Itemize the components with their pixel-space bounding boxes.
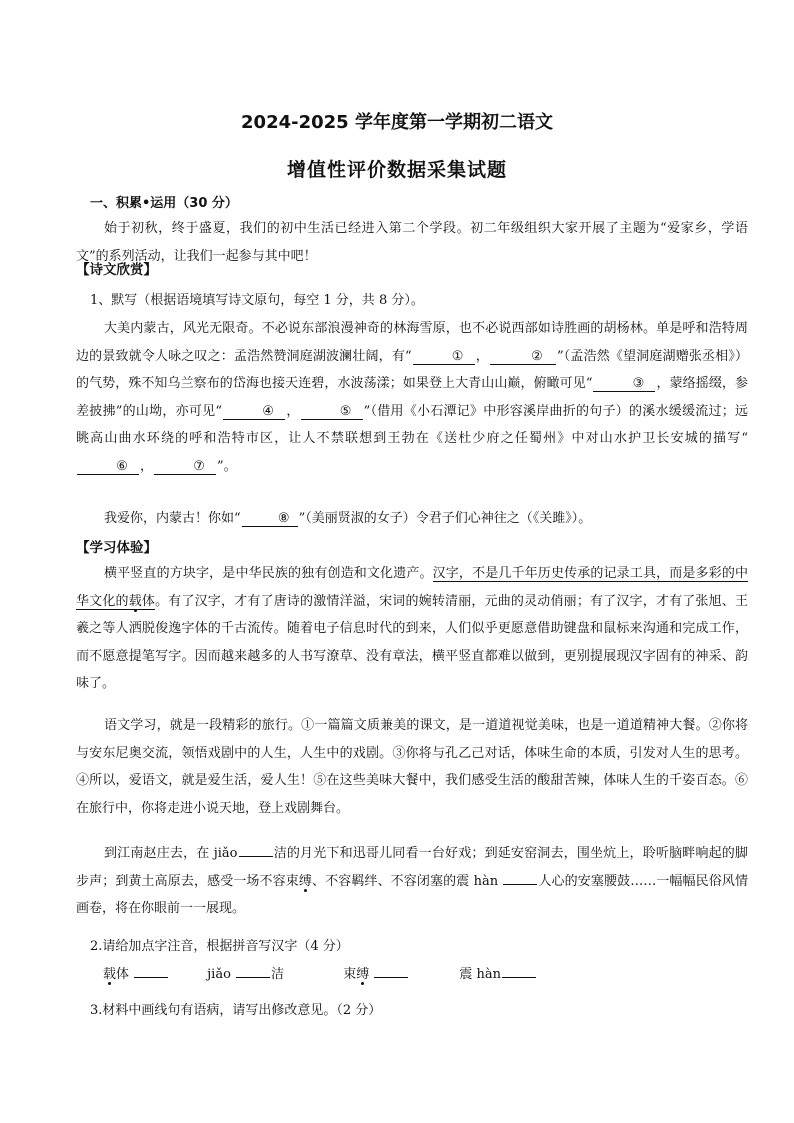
heading-poem: 【诗文欣赏】 [76,262,157,278]
blank-8[interactable]: ⑧ [242,511,298,527]
p5-text-c: 、不容羁绊、不容闭塞的震 hàn [312,873,503,889]
answer-zaiti[interactable] [134,977,168,978]
underlined-sentence: 汉字，不是几千年历史传承的记录工具，而是多彩的中华文化的载体 [76,566,748,609]
exam-title-line2: 增值性评价数据采集试题 [286,159,507,181]
p2-text-a: 我爱你，内蒙古！你如“ [104,511,241,526]
p1-text-g: ， [140,458,154,474]
blank-5[interactable]: ⑤ [301,404,363,420]
paragraph-guanju [76,505,748,533]
p3-text-b: 。有了汉字，才有了唐诗的激情洋溢，宋词的婉转清丽，元曲的灵动俏丽；有了汉字，才有了张旭、王羲之等人洒脱俊逸字体的千古流传。随着电子信息时代的到来，人们似乎更愿意借助键盘和鼠标来沟通和完成工作，而不愿意提笔写字。因而越来越多的人书写潦草、没有章法，横平竖直都难以做到，更别提展现汉字固有的神采、韵味了。 [76,593,748,691]
blank-1[interactable]: ① [413,349,475,365]
q2-title: 2.请给加点字注音，根据拼音写汉字（4 分） [90,939,349,954]
dotted-char-fu: 缚 [298,873,313,889]
q2-item-zhenhan: 震 hàn [459,963,537,987]
answer-zhenhan[interactable] [502,977,536,978]
p1-text-f: ”（借用《小石潭记》中形容溪岸曲折的句子）的溪水缓缓流过；远眺高山曲水环绕的呼和浩特市区，让人不禁联想到王勃在《送杜少府之任蜀州》中对山水护卫长安城的描写“ [76,403,748,446]
q1-title: 1、默写（根据语境填写诗文原句，每空 1 分，共 8 分）。 [90,293,424,308]
dotted-char-zai: 载 [128,593,142,609]
blank-4[interactable]: ④ [223,404,285,420]
p2-text-b: ”（美丽贤淑的女子）令君子们心神往之（《关雎》）。 [298,511,592,526]
blank-6[interactable]: ⑥ [77,459,139,475]
p1-text-a: 大美内蒙古，风光无限奇。不必说东部浪漫神奇的林海雪原，也不必说西部如诗胜画的胡杨林。单是呼和浩特周边的景致就令人咏之叹之：孟浩然赞洞庭湖波澜壮阔，有“ [76,321,748,364]
answer-jiaojie[interactable] [236,977,270,978]
paragraph-dictation [76,315,748,480]
q2-answer-row [103,963,537,987]
q2-item-shufu: 束缚 [343,963,455,987]
intro-paragraph: 始于初秋，终于盛夏，我们的初中生活已经进入第二个学段。初二年级组织大家开展了主题为“爱家乡，学语文”的系列活动，让我们一起参与其中吧！ [76,221,748,264]
answer-shufu[interactable] [374,977,408,978]
p1-text-h: ”。 [217,458,237,474]
blank-3[interactable]: ③ [593,376,655,392]
exam-title-line1: 2024-2025 学年度第一学期初二语文 [241,112,553,133]
p1-text-c: ”（孟浩然《望洞庭湖赠张丞相》）的气势，殊不知乌兰察布的岱海也接天连碧，水波荡漾；如果登上大青山山巅，俯瞰可见“ [76,348,748,391]
p1-text-e: ， [286,403,300,419]
p5-text-a: 到江南赵庄去，在 jiǎo [104,846,238,861]
blank-2[interactable]: ② [490,349,556,365]
heading-study: 【学习体验】 [76,540,157,556]
paragraph-hanzi [76,560,748,698]
p5-text-b: 洁的月光下和迅哥儿同看一台好戏；到延安窑洞去，围坐炕上，聆听脑畔响起的脚步声；到黄土高原去，感受一场不容束 [76,846,748,889]
paragraph-travel: 语文学习，就是一段精彩的旅行。①一篇篇文质兼美的课文，是一道道视觉美味，也是一道道精神大餐。②你将与安东尼奥交流，领悟戏剧中的人生，人生中的戏剧。③你将与孔乙己对话，体味生命的本质，引发对人生的思考。④所以，爱语文，就是爱生活，爱人生！⑤在这些美味大餐中，我们感受生活的酸甜苦辣，体味人生的千姿百态。⑥在旅行中，你将走进小说天地，登上戏剧舞台。 [76,718,748,816]
p1-text-b: ， [475,348,489,364]
blank-han[interactable] [503,884,537,885]
q3-title: 3.材料中画线句有语病，请写出修改意见。（2 分） [90,1003,382,1018]
q2-item-zaiti: 载体 [103,963,203,987]
paragraph-folk [76,840,748,923]
blank-7[interactable]: ⑦ [154,459,216,475]
p1-text-d: ，蒙络摇缀，参差披拂”的山坳，亦可见“ [76,376,748,419]
section-heading: 一、积累•运用（30 分） [90,196,238,211]
p5-text-d: 人心的安塞腰鼓……一幅幅民俗风情画卷，将在你眼前一一展现。 [76,873,748,916]
p3-text-a: 横平竖直的方块字，是中华民族的独有创造和文化遗产。 [104,566,433,581]
q2-item-jiaojie: jiǎo 洁 [207,967,285,982]
blank-jiao[interactable] [239,856,273,857]
